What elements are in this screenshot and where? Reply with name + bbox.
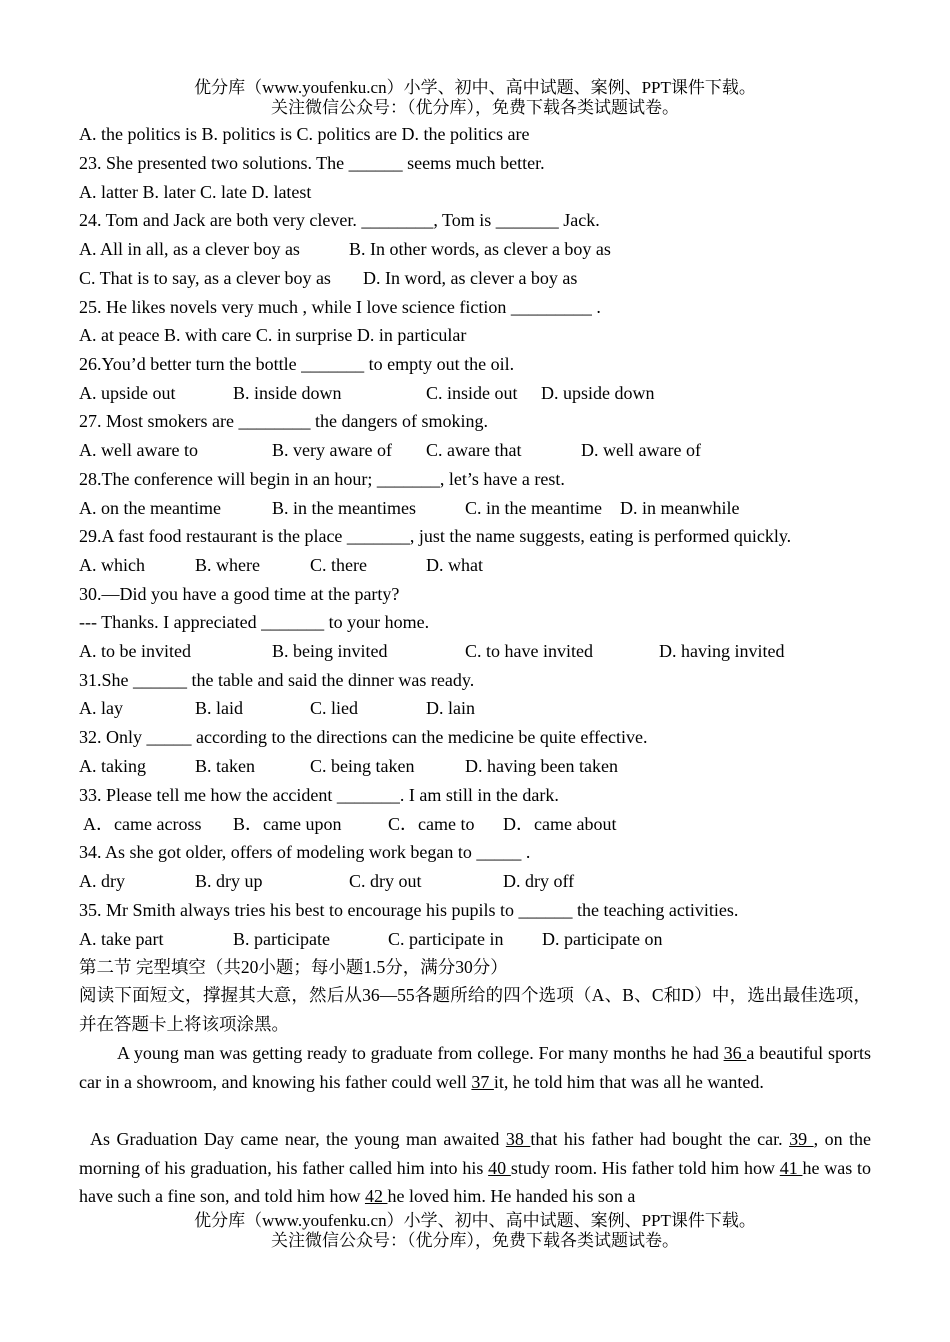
- passage-text: , on the morning of his graduation, his father called him into his: [79, 1129, 872, 1178]
- q25-options: A. at peace B. with care C. in surprise D. in particular: [79, 325, 467, 345]
- passage-text: a beautiful sports car in a showroom, and knowing his father could well: [79, 1043, 872, 1092]
- q34-option-d: D. dry off: [503, 871, 575, 891]
- q29-option-c: C. there: [310, 555, 367, 575]
- q34-stem: 34. As she got older, offers of modeling work began to _____ .: [79, 842, 531, 862]
- q26-option-c: C. inside out: [426, 383, 518, 403]
- passage-text: that his father had bought the car.: [530, 1129, 790, 1149]
- blank-39: 39: [789, 1129, 814, 1149]
- q30-stem-2: --- Thanks. I appreciated _______ to your home.: [79, 612, 430, 632]
- passage-paragraph-1: [79, 1039, 871, 1096]
- q33-stem: 33. Please tell me how the accident _______. I am still in the dark.: [79, 785, 559, 805]
- passage-text: study room. His father told him how: [510, 1157, 780, 1178]
- q27-option-b: B. very aware of: [272, 440, 392, 460]
- blank-41: 41: [779, 1157, 803, 1178]
- q31-option-d: D. lain: [426, 698, 475, 718]
- q29-option-d: D. what: [426, 555, 483, 575]
- q34-option-b: B. dry up: [195, 871, 263, 891]
- q31-option-c: C. lied: [310, 698, 358, 718]
- q35-option-b: B. participate: [233, 929, 330, 949]
- q24-option-d: D. In word, as clever a boy as: [363, 268, 578, 288]
- q34-option-a: A. dry: [79, 871, 125, 891]
- q28-option-a: A. on the meantime: [79, 498, 221, 518]
- q35-option-d: D. participate on: [542, 929, 663, 949]
- q35-option-c: C. participate in: [388, 929, 504, 949]
- q27-option-a: A. well aware to: [79, 440, 198, 460]
- q30-stem-1: 30.—Did you have a good time at the party?: [79, 584, 400, 604]
- q33-option-a: A．came across: [83, 814, 202, 834]
- q32-option-c: C. being taken: [310, 756, 415, 776]
- footer-line-2: 关注微信公众号：（优分库），免费下载各类试题试卷。: [271, 1231, 679, 1250]
- q30-option-a: A. to be invited: [79, 641, 191, 661]
- q35-stem: 35. Mr Smith always tries his best to encourage his pupils to ______ the teaching activities.: [79, 900, 739, 920]
- passage-text: A young man was getting ready to graduate from college. For many months he had: [117, 1043, 724, 1063]
- q29-stem: 29.A fast food restaurant is the place _______, just the name suggests, eating is performed quickly.: [79, 526, 792, 546]
- q29-option-b: B. where: [195, 555, 260, 575]
- q27-option-c: C. aware that: [426, 440, 522, 460]
- passage-paragraph-2: [79, 1125, 871, 1211]
- q33-option-c: C．came to: [388, 814, 475, 834]
- q28-stem: 28.The conference will begin in an hour; _______, let’s have a rest.: [79, 469, 565, 489]
- q24-option-a: A. All in all, as a clever boy as: [79, 239, 300, 259]
- blank-42: 42: [364, 1186, 388, 1207]
- passage-text: he loved him. He handed his son a: [387, 1186, 636, 1207]
- q34-option-c: C. dry out: [349, 871, 422, 891]
- q35-option-a: A. take part: [79, 929, 164, 949]
- q28-option-d: D. in meanwhile: [620, 498, 740, 518]
- q24-stem: 24. Tom and Jack are both very clever. ________, Tom is _______ Jack.: [79, 210, 600, 230]
- q32-stem: 32. Only _____ according to the directions can the medicine be quite effective.: [79, 727, 648, 747]
- q32-option-a: A. taking: [79, 756, 146, 776]
- q27-stem: 27. Most smokers are ________ the dangers of smoking.: [79, 411, 488, 431]
- blank-36: 36: [723, 1043, 747, 1063]
- blank-37: 37: [471, 1071, 494, 1092]
- q27-option-d: D. well aware of: [581, 440, 701, 460]
- passage-text: he was to have such a fine son, and told him how: [79, 1157, 872, 1207]
- passage-text: it, he told him that was all he wanted.: [493, 1071, 764, 1092]
- q26-stem: 26.You’d better turn the bottle _______ to empty out the oil.: [79, 354, 515, 374]
- blank-38: 38: [505, 1129, 531, 1149]
- q33-option-b: B．came upon: [233, 814, 342, 834]
- q26-option-a: A. upside out: [79, 383, 176, 403]
- q28-option-c: C. in the meantime: [465, 498, 602, 518]
- footer-line-1: 优分库（www.youfenku.cn）小学、初中、高中试题、案例、PPT课件下载。: [194, 1211, 756, 1230]
- q30-option-b: B. being invited: [272, 641, 388, 661]
- q31-option-b: B. laid: [195, 698, 243, 718]
- q23-stem: 23. She presented two solutions. The ______ seems much better.: [79, 153, 545, 173]
- q30-option-d: D. having invited: [659, 641, 785, 661]
- q32-option-b: B. taken: [195, 756, 255, 776]
- q29-option-a: A. which: [79, 555, 145, 575]
- header-line-1: 优分库（www.youfenku.cn）小学、初中、高中试题、案例、PPT课件下载。: [194, 78, 756, 97]
- q22-options: A. the politics is B. politics is C. politics are D. the politics are: [79, 124, 530, 144]
- q32-option-d: D. having been taken: [465, 756, 618, 776]
- q26-option-b: B. inside down: [233, 383, 342, 403]
- q28-option-b: B. in the meantimes: [272, 498, 416, 518]
- passage-text: As Graduation Day came near, the young man awaited: [90, 1129, 506, 1149]
- header-line-2: 关注微信公众号：（优分库），免费下载各类试题试卷。: [271, 98, 679, 117]
- section2-instruction: 阅读下面短文，撑握其大意，然后从36—55各题所给的四个选项（A、B、C和D）中，选出最佳选项，并在答题卡上将该项涂黑。: [79, 985, 871, 1034]
- q31-stem: 31.She ______ the table and said the dinner was ready.: [79, 670, 475, 690]
- section2-title: 第二节 完型填空（共20小题；每小题1.5分，满分30分）: [79, 957, 508, 977]
- q24-option-c: C. That is to say, as a clever boy as: [79, 268, 331, 288]
- q30-option-c: C. to have invited: [465, 641, 593, 661]
- q26-option-d: D. upside down: [541, 383, 655, 403]
- q23-options: A. latter B. later C. late D. latest: [79, 182, 312, 202]
- blank-40: 40: [488, 1157, 511, 1178]
- q31-option-a: A. lay: [79, 698, 123, 718]
- q24-option-b: B. In other words, as clever a boy as: [349, 239, 611, 259]
- q33-option-d: D．came about: [503, 814, 617, 834]
- q25-stem: 25. He likes novels very much , while I love science fiction _________ .: [79, 297, 601, 317]
